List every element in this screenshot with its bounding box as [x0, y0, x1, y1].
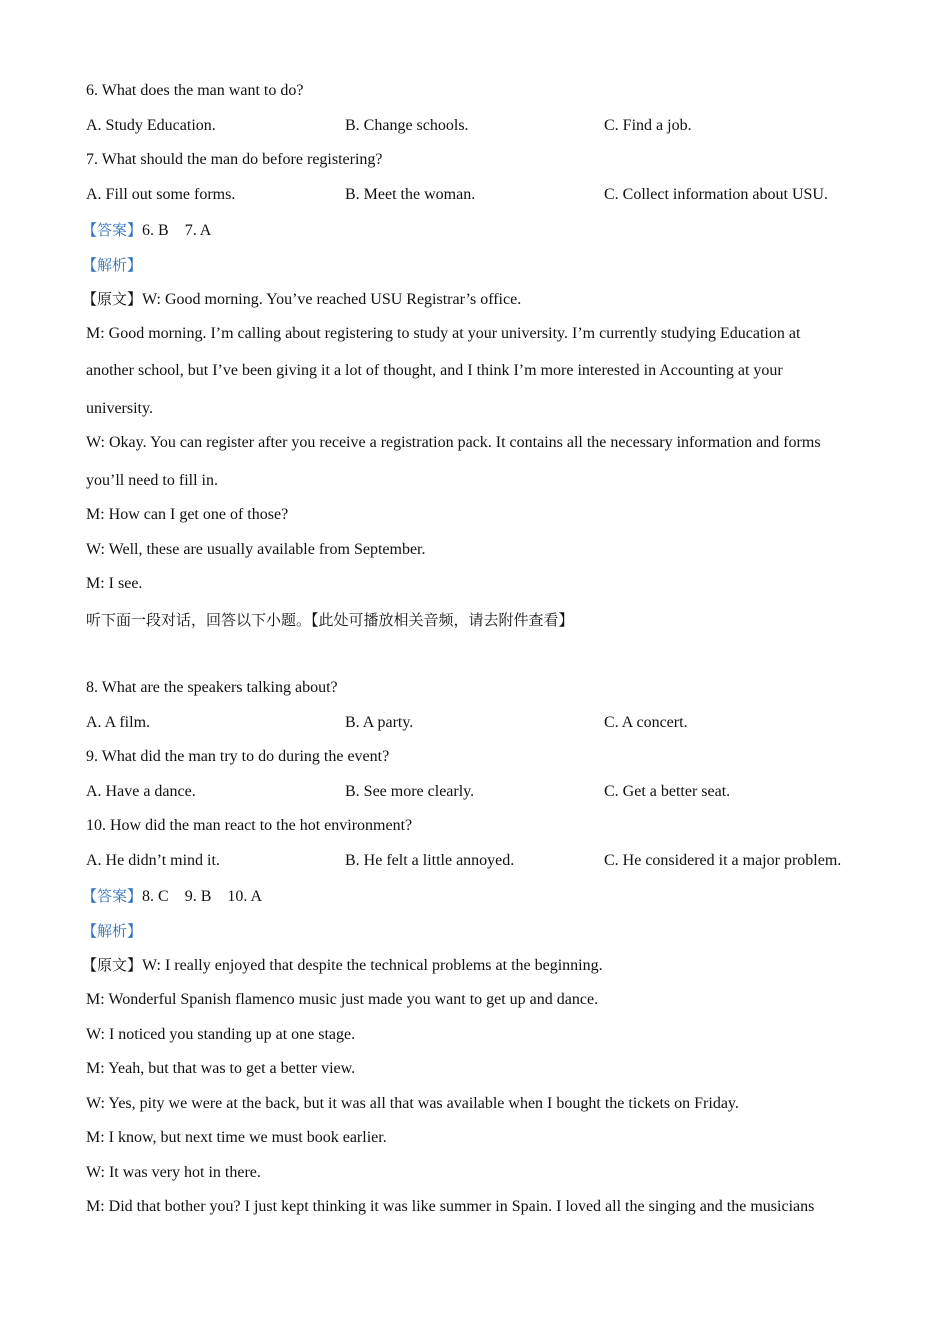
q8-option-a: A. A film.: [86, 714, 151, 731]
q9-option-b: B. See more clearly.: [345, 783, 475, 800]
transcript-line: [82, 289, 521, 310]
answer-line-1: [82, 220, 211, 241]
transcript-line: W: Well, these are usually available from September.: [86, 541, 426, 558]
question-9: 9. What did the man try to do during the event?: [86, 748, 390, 765]
transcript-line: W: I noticed you standing up at one stage.: [86, 1026, 356, 1043]
transcript-line: M: Good morning. I’m calling about registering to study at your university. I’m currently studying Education at: [86, 325, 801, 342]
answer-text: 6. B 7. A: [142, 222, 212, 239]
answer-label: 【答案】: [82, 887, 143, 905]
q8-option-c: C. A concert.: [604, 714, 688, 731]
transcript-line: university.: [86, 400, 153, 417]
question-8: 8. What are the speakers talking about?: [86, 679, 338, 696]
transcript-line: M: I see.: [86, 575, 143, 592]
q10-option-c: C. He considered it a major problem.: [604, 852, 842, 869]
answer-text: 8. C 9. B 10. A: [142, 888, 263, 905]
question-6: 6. What does the man want to do?: [86, 82, 304, 99]
listening-instruction: 听下面一段对话，回答以下小题。【此处可播放相关音频，请去附件查看】: [86, 611, 574, 629]
transcript-line: M: How can I get one of those?: [86, 506, 289, 523]
transcript-line: W: Okay. You can register after you receive a registration pack. It contains all the necessary information and forms: [86, 434, 821, 451]
transcript-label: 【原文】: [82, 290, 143, 308]
q6-option-b: B. Change schools.: [345, 117, 469, 134]
q7-option-b: B. Meet the woman.: [345, 186, 476, 203]
question-10: 10. How did the man react to the hot environment?: [86, 817, 413, 834]
transcript-text: W: I really enjoyed that despite the technical problems at the beginning.: [142, 957, 603, 974]
transcript-line: W: It was very hot in there.: [86, 1164, 261, 1181]
q6-option-a: A. Study Education.: [86, 117, 216, 134]
analysis-label: 【解析】: [82, 922, 143, 940]
q8-option-b: B. A party.: [345, 714, 414, 731]
transcript-text: W: Good morning. You’ve reached USU Registrar’s office.: [142, 291, 522, 308]
q7-option-a: A. Fill out some forms.: [86, 186, 236, 203]
transcript-line: W: Yes, pity we were at the back, but it was all that was available when I bought the tickets on Friday.: [86, 1095, 739, 1112]
transcript-line: M: Yeah, but that was to get a better view.: [86, 1060, 356, 1077]
transcript-line: M: Wonderful Spanish flamenco music just made you want to get up and dance.: [86, 991, 599, 1008]
transcript-line: M: Did that bother you? I just kept thinking it was like summer in Spain. I loved all the singing and the musicians: [86, 1198, 815, 1215]
q7-option-c: C. Collect information about USU.: [604, 186, 828, 203]
question-7: 7. What should the man do before registering?: [86, 151, 383, 168]
transcript-label: 【原文】: [82, 956, 143, 974]
q10-option-b: B. He felt a little annoyed.: [345, 852, 515, 869]
q9-option-a: A. Have a dance.: [86, 783, 196, 800]
q6-option-c: C. Find a job.: [604, 117, 692, 134]
transcript-line: you’ll need to fill in.: [86, 472, 218, 489]
q10-option-a: A. He didn’t mind it.: [86, 852, 220, 869]
analysis-label: 【解析】: [82, 256, 143, 274]
transcript-line: [82, 955, 603, 976]
transcript-line: another school, but I’ve been giving it a lot of thought, and I think I’m more interested in Accounting at your: [86, 362, 783, 379]
answer-line-2: [82, 886, 262, 907]
transcript-line: M: I know, but next time we must book earlier.: [86, 1129, 387, 1146]
q9-option-c: C. Get a better seat.: [604, 783, 731, 800]
answer-label: 【答案】: [82, 221, 143, 239]
